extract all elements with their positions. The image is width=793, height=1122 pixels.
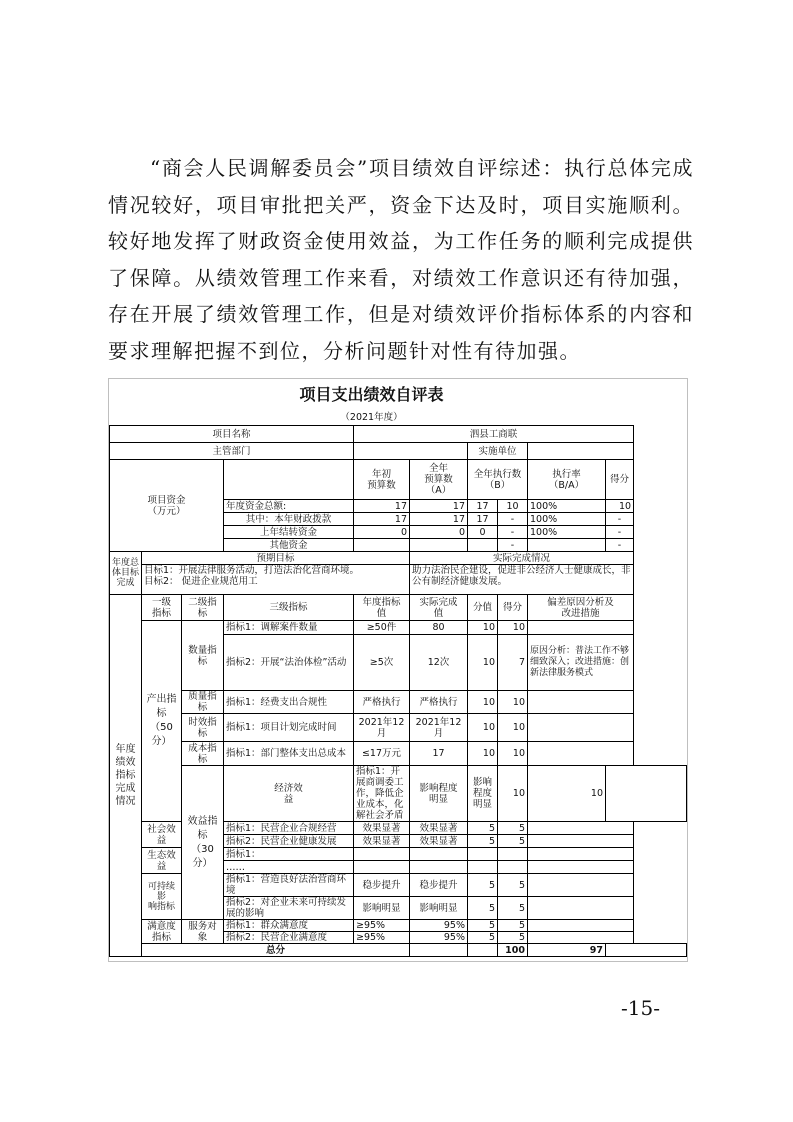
indicator-actual — [410, 861, 468, 874]
indicator-text: 指标1：调解案件数量 — [224, 621, 354, 635]
fund-init: 0 — [354, 526, 410, 539]
indicator-score: 5 — [498, 920, 528, 932]
indicator-text: 指标2：民营企业满意度 — [224, 932, 354, 944]
header-level3: 三级指标 — [224, 595, 354, 621]
fund-rate: 100% — [528, 526, 606, 539]
expected-goals-header: 预期目标 — [142, 552, 410, 565]
fund-full: 0 — [410, 526, 468, 539]
fund-val: - — [498, 539, 528, 552]
indicator-text: 指标1：营造良好法治营商环境 — [224, 874, 354, 897]
indicator-actual: 效果显著 — [410, 822, 468, 835]
indicator-val: 5 — [468, 920, 498, 932]
page-number: -15- — [621, 996, 660, 1020]
indicator-actual: 12次 — [410, 635, 468, 691]
indicator-target: 影响程度 明显 — [410, 766, 468, 822]
quality-label: 质量指标 — [182, 691, 224, 714]
indicator-text: 指标1：群众满意度 — [224, 920, 354, 932]
indicator-target: 效果显著 — [354, 822, 410, 835]
impl-unit-label: 实施单位 — [468, 443, 528, 460]
indicator-text: 指标2：开展“法治体检”活动 — [224, 635, 354, 691]
fund-val: 10 — [498, 500, 528, 513]
indicator-val: 10 — [468, 742, 498, 766]
indicator-score — [498, 848, 528, 861]
indicator-target: 影响明显 — [354, 897, 410, 920]
indicator-actual: 严格执行 — [410, 691, 468, 714]
project-name-label: 项目名称 — [110, 426, 354, 443]
social-benefit-label: 社会效 益 — [142, 822, 182, 848]
indicator-target: 2021年12 月 — [354, 714, 410, 742]
indicator-text: 指标1： — [224, 848, 354, 861]
indicator-target: ≥95% — [354, 920, 410, 932]
indicator-val: 10 — [468, 714, 498, 742]
fund-val: - — [498, 513, 528, 526]
fund-exec: 17 — [468, 500, 498, 513]
indicator-actual: 95% — [410, 932, 468, 944]
fund-rate: 100% — [528, 500, 606, 513]
service-target-label: 服务对 象 — [182, 920, 224, 944]
fund-row-label: 其中：本年财政拨款 — [224, 513, 354, 526]
indicator-val: 10 — [468, 635, 498, 691]
indicator-target: ≥5次 — [354, 635, 410, 691]
funds-label: 项目资金 （万元） — [110, 460, 224, 552]
indicator-target: ≥95% — [354, 932, 410, 944]
indicator-val: 10 — [498, 766, 528, 822]
indicator-val — [468, 861, 498, 874]
indicator-text: 指标1：开展商调委工作，降低企业成本，化解社会矛盾 — [354, 766, 410, 822]
indicator-target: ≤17万元 — [354, 742, 410, 766]
indicator-target: 稳步提升 — [354, 874, 410, 897]
fund-row-label: 年度资金总额: — [224, 500, 354, 513]
effect-indicator-label: 效益指标 （30分） — [182, 766, 224, 920]
indicator-val: 5 — [468, 822, 498, 835]
indicator-score — [498, 861, 528, 874]
fund-init — [354, 539, 410, 552]
indicator-score: 5 — [498, 897, 528, 920]
ecological-benefit-label: 生态效 益 — [142, 848, 182, 874]
indicator-score: 10 — [498, 742, 528, 766]
indicator-target: 严格执行 — [354, 691, 410, 714]
col-exec-rate: 执行率 （B/A） — [528, 460, 606, 500]
indicator-text: 指标1：部门整体支出总成本 — [224, 742, 354, 766]
indicator-target: 效果显著 — [354, 835, 410, 848]
indicator-val: 10 — [468, 621, 498, 635]
indicator-val: 10 — [468, 691, 498, 714]
self-evaluation-sheet — [108, 378, 688, 962]
fund-score: - — [606, 526, 634, 539]
indicator-actual: 17 — [410, 742, 468, 766]
indicator-section-label: 年度绩效指标完成情况 — [110, 595, 142, 957]
fund-row-label: 上年结转资金 — [224, 526, 354, 539]
indicator-score: 10 — [498, 691, 528, 714]
indicator-text: 指标2：民营企业健康发展 — [224, 835, 354, 848]
actual-goals: 助力法治民企建设，促进非公经济人士健康成长，非公有制经济健康发展。 — [410, 565, 634, 595]
header-val: 分值 — [468, 595, 498, 621]
fund-full: 17 — [410, 513, 468, 526]
indicator-val: 5 — [468, 835, 498, 848]
total-val: 100 — [498, 944, 528, 957]
fund-rate: 100% — [528, 513, 606, 526]
indicator-actual — [410, 848, 468, 861]
dept-value — [354, 443, 468, 460]
total-score: 97 — [528, 944, 606, 957]
indicator-actual: 95% — [410, 920, 468, 932]
indicator-val: 5 — [468, 874, 498, 897]
indicator-val — [468, 848, 498, 861]
dept-label: 主管部门 — [110, 443, 354, 460]
indicator-score: 5 — [498, 822, 528, 835]
table-title: 项目支出绩效自评表 — [299, 384, 444, 404]
indicator-score: 7 — [498, 635, 528, 691]
fund-init: 17 — [354, 513, 410, 526]
total-label: 总分 — [142, 944, 410, 957]
indicator-score: 5 — [498, 835, 528, 848]
actual-goals-header: 实际完成情况 — [410, 552, 634, 565]
indicator-target: ≥50件 — [354, 621, 410, 635]
col-full-budget: 全年 预算数 （A） — [410, 460, 468, 500]
header-target: 年度指标 值 — [354, 595, 410, 621]
expected-goals: 目标1：开展法律服务活动，打造法治化营商环境。 目标2： 促进企业规范用工 — [142, 565, 410, 595]
project-name-value: 泗县工商联 — [354, 426, 634, 443]
fund-val: - — [498, 526, 528, 539]
fund-row-label: 其他资金 — [224, 539, 354, 552]
header-actual: 实际完成 值 — [410, 595, 468, 621]
indicator-target — [354, 861, 410, 874]
sustainable-impact-label: 可持续 影 响指标 — [142, 874, 182, 920]
cost-label: 成本指 标 — [182, 742, 224, 766]
fund-score: - — [606, 539, 634, 552]
quantity-label: 数量指 标 — [182, 621, 224, 691]
fund-score: - — [606, 513, 634, 526]
col-init-budget: 年初 预算数 — [354, 460, 410, 500]
fund-full: 17 — [410, 500, 468, 513]
header-level2: 二级指 标 — [182, 595, 224, 621]
economic-benefit-label: 经济效 益 — [224, 766, 354, 822]
fund-init: 17 — [354, 500, 410, 513]
indicator-text: 指标1：经费支出合规性 — [224, 691, 354, 714]
indicator-text: 指标1：项目计划完成时间 — [224, 714, 354, 742]
indicator-text: 指标1：民营企业合规经营 — [224, 822, 354, 835]
header-score: 得分 — [498, 595, 528, 621]
satisfaction-indicator-label: 满意度 指标 — [142, 920, 182, 944]
summary-text: “商会人民调解委员会”项目绩效自评综述：执行总体完成情况较好，项目审批把关严，资金下达及时，项目实施顺利。较好地发挥了财政资金使用效益，为工作任务的顺利完成提供了保障。从绩效管理工作来看，对绩效工作意识还有待加强，存在开展了绩效管理工作，但是对绩效评价指标体系的内容和要求理解把握不到位，分析问题针对性有待加强。 — [108, 156, 694, 363]
indicator-score: 5 — [498, 932, 528, 944]
indicator-actual: 稳步提升 — [410, 874, 468, 897]
indicator-target — [354, 848, 410, 861]
deviation-reason: 原因分析：普法工作不够细致深入；改进措施：创新法律服务模式 — [528, 635, 634, 691]
col-score: 得分 — [606, 460, 634, 500]
goal-section-label: 年度总体目标完成 — [110, 552, 142, 595]
fund-exec — [468, 539, 498, 552]
impl-unit-value — [528, 443, 634, 460]
indicator-score: 10 — [498, 621, 528, 635]
indicator-actual: 2021年12 月 — [410, 714, 468, 742]
indicator-val: 5 — [468, 897, 498, 920]
indicator-actual: 影响明显 — [410, 897, 468, 920]
indicator-actual: 效果显著 — [410, 835, 468, 848]
fund-rate — [528, 539, 606, 552]
indicator-score: 5 — [498, 874, 528, 897]
table-year: （2021年度） — [340, 411, 403, 423]
output-indicator-label: 产出指标 （50分） — [142, 621, 182, 822]
indicator-score: 10 — [498, 714, 528, 742]
summary-paragraph — [108, 150, 694, 369]
indicator-val: 5 — [468, 932, 498, 944]
indicator-score: 10 — [528, 766, 606, 822]
header-reason: 偏差原因分析及 改进措施 — [528, 595, 634, 621]
fund-exec: 0 — [468, 526, 498, 539]
fund-exec: 17 — [468, 513, 498, 526]
col-exec: 全年执行数（B） — [468, 460, 528, 500]
indicator-text: …… — [224, 861, 354, 874]
indicator-actual: 80 — [410, 621, 468, 635]
evaluation-table — [109, 379, 687, 957]
timeliness-label: 时效指 标 — [182, 714, 224, 742]
fund-score: 10 — [606, 500, 634, 513]
fund-full — [410, 539, 468, 552]
indicator-text: 指标2：对企业未来可持续发展的影响 — [224, 897, 354, 920]
header-level1: 一级 指标 — [142, 595, 182, 621]
indicator-actual: 影响程度 明显 — [468, 766, 498, 822]
